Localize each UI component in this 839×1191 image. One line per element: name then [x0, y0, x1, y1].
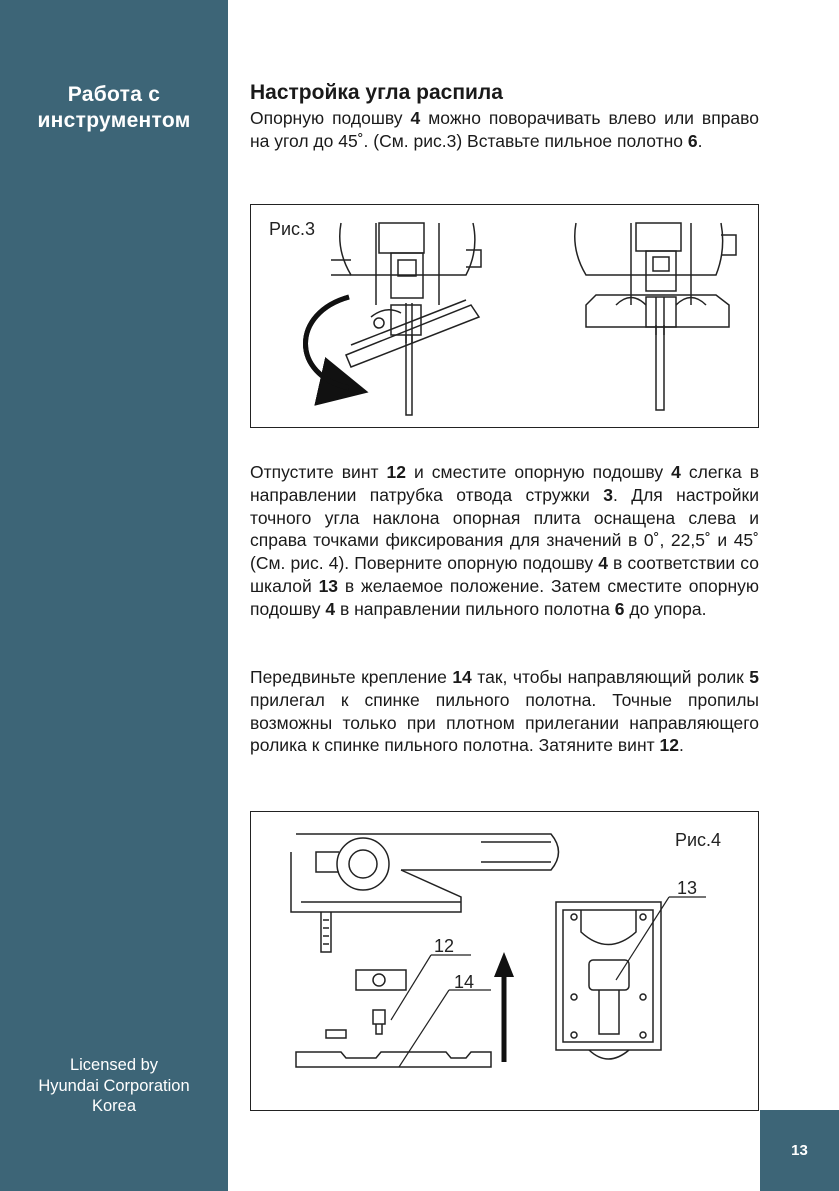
text: и сместите опорную подошву	[406, 462, 672, 482]
ref-number: 4	[410, 108, 421, 128]
jigsaw-side-drawing	[291, 834, 559, 952]
text: . Для настройки точного угла наклона опорная плита оснащена слева и справа точками фиксирования для значений в 0˚, 22,5˚ и 45˚ (См. рис. 4). Поверните опорную подошву	[250, 484, 759, 574]
figure-3	[250, 204, 759, 428]
rotation-arrow-icon	[306, 297, 350, 388]
sidebar	[0, 0, 228, 1191]
paragraph-intro	[250, 107, 759, 153]
text: в соответствии со шкалой	[250, 553, 759, 596]
page-heading: Настройка угла распила	[250, 81, 503, 104]
text: Отпустите винт	[250, 462, 387, 482]
foot-plate-top-drawing	[556, 902, 661, 1059]
ref-number: 4	[325, 598, 336, 619]
figure-4	[250, 811, 759, 1111]
ref-number: 4	[598, 553, 608, 574]
section-title	[0, 82, 228, 134]
upright-saw-drawing	[575, 223, 736, 410]
foot-plate-illustration	[251, 812, 760, 1112]
section-title-line2: инструментом	[37, 109, 191, 132]
ref-number: 14	[452, 667, 472, 687]
license-line1: Licensed by	[69, 1056, 159, 1074]
text: прилегал к спинке пильного полотна. Точные пропилы возможны только при плотном прилегании направляющего ролика к спинке пильного полотна. Затяните винт	[250, 689, 759, 756]
ref-number: 4	[671, 462, 681, 482]
text: Передвиньте крепление	[250, 667, 453, 687]
text: .	[697, 130, 703, 151]
figure-3-caption: Рис.3	[269, 219, 316, 239]
page-number: 13	[760, 1110, 839, 1191]
paragraph-adjust-angle	[250, 461, 759, 621]
tilted-saw-drawing	[331, 223, 481, 415]
ref-number: 12	[659, 735, 679, 756]
text: .	[678, 735, 684, 756]
figure-4-caption: Рис.4	[675, 830, 722, 850]
paragraph-roller	[250, 666, 759, 757]
ref-number: 5	[749, 667, 759, 687]
text: слегка в направлении патрубка отвода стружки	[250, 462, 760, 505]
section-title-line1: Работа с	[67, 83, 161, 106]
ref-number: 6	[614, 598, 625, 619]
callout-12: 12	[434, 936, 455, 956]
ref-number: 12	[386, 462, 406, 482]
text: в желаемое положение. Затем сместите опорную подошву	[250, 575, 760, 619]
callout-14: 14	[454, 972, 475, 992]
callout-13: 13	[677, 878, 698, 898]
ref-number: 6	[687, 130, 698, 151]
arrow-head-icon	[494, 952, 514, 977]
license-line3: Korea	[91, 1097, 137, 1115]
ref-number: 3	[603, 484, 613, 505]
text: можно поворачивать влево или вправо на угол до 45˚. (См. рис.3) Вставьте пильное полотно	[250, 108, 759, 151]
jigsaw-tilt-illustration	[251, 205, 760, 429]
text: так, чтобы направляющий ролик	[471, 667, 750, 687]
license-line2: Hyundai Corporation	[38, 1076, 190, 1095]
text: Опорную подошву	[250, 108, 411, 128]
text: до упора.	[624, 598, 707, 619]
text: в направлении пильного полотна	[335, 598, 615, 619]
license-note	[0, 1055, 228, 1117]
ref-number: 13	[318, 575, 339, 596]
